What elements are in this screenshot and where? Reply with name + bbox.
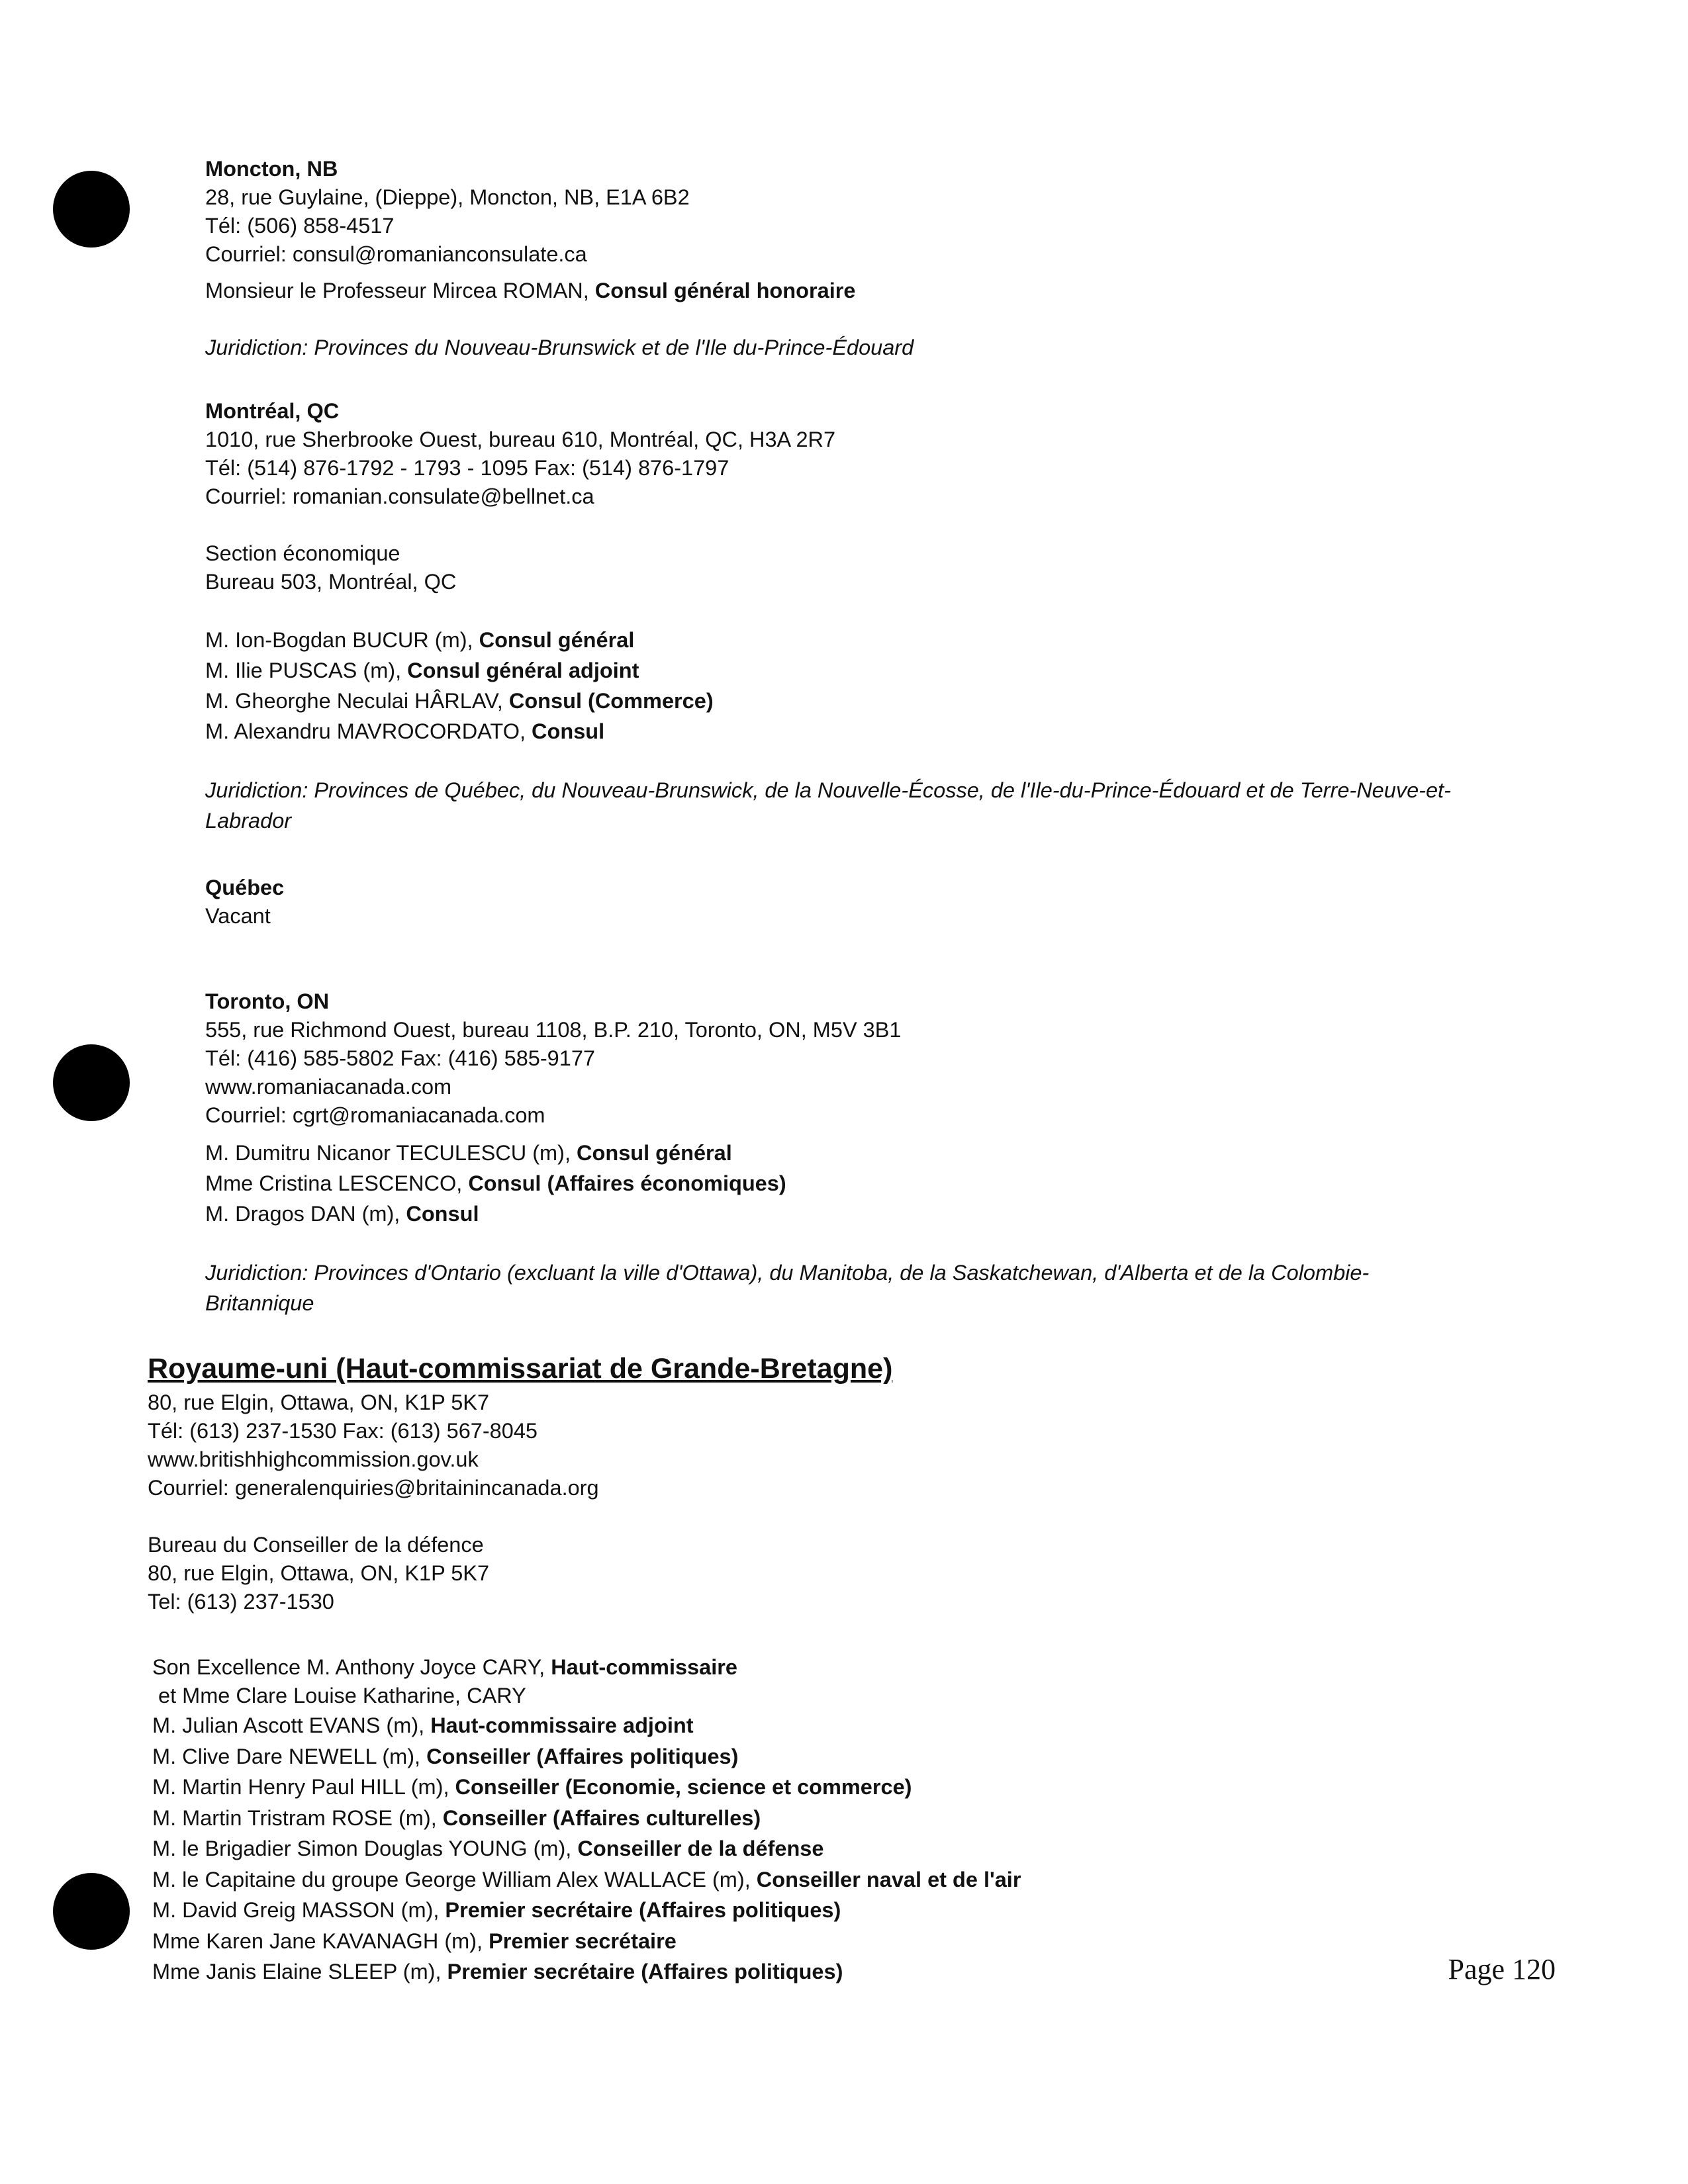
- staff-entry: [152, 1833, 1021, 1864]
- staff-entry: [205, 625, 1529, 655]
- uk-defence-office: Bureau du Conseiller de la défence: [148, 1533, 484, 1557]
- montreal-staff-list: [205, 625, 1529, 747]
- staff-name: M. Martin Tristram ROSE (m),: [152, 1805, 443, 1830]
- toronto-email: Courriel: cgrt@romaniacanada.com: [205, 1103, 545, 1127]
- staff-title: Premier secrétaire: [489, 1929, 677, 1953]
- staff-entry: [152, 1803, 1021, 1834]
- staff-name: Mme Karen Jane KAVANAGH (m),: [152, 1929, 489, 1953]
- staff-title: Consul général adjoint: [407, 659, 639, 682]
- uk-website: www.britishhighcommission.gov.uk: [148, 1447, 479, 1471]
- montreal-email: Courriel: romanian.consulate@bellnet.ca: [205, 484, 594, 508]
- staff-entry: [205, 1138, 1463, 1168]
- staff-name: M. Clive Dare NEWELL (m),: [152, 1744, 427, 1768]
- person-title: Consul général honoraire: [594, 279, 856, 302]
- moncton-tel: Tél: (506) 858-4517: [205, 214, 395, 238]
- staff-title: Consul général: [479, 628, 635, 652]
- staff-entry: [152, 1956, 1021, 1987]
- uk-defence-tel: Tel: (613) 237-1530: [148, 1590, 334, 1614]
- uk-email: Courriel: generalenquiries@britainincanada.org: [148, 1476, 599, 1500]
- staff-entry: [152, 1864, 1021, 1895]
- moncton-heading: Moncton, NB: [205, 157, 338, 181]
- staff-name: M. Gheorghe Neculai HÂRLAV,: [205, 689, 509, 713]
- quebec-heading: Québec: [205, 876, 285, 899]
- staff-entry: [152, 1741, 1021, 1772]
- staff-entry: [205, 655, 1529, 686]
- quebec-section: [205, 874, 284, 931]
- uk-section-heading: Royaume-uni (Haut-commissariat de Grande-Bretagne): [148, 1353, 893, 1385]
- staff-title: Consul: [406, 1202, 479, 1226]
- jurisdiction-label: Juridiction:: [205, 336, 314, 359]
- jurisdiction-text: Provinces d'Ontario (excluant la ville d'Ottawa), du Manitoba, de la Saskatchewan, d'Alberta et de la Colombie-Britannique: [205, 1261, 1370, 1315]
- staff-name: Mme Cristina LESCENCO,: [205, 1171, 469, 1195]
- staff-title: Conseiller (Economie, science et commerce): [455, 1775, 912, 1799]
- staff-name: M. Martin Henry Paul HILL (m),: [152, 1775, 455, 1799]
- toronto-heading: Toronto, ON: [205, 989, 330, 1013]
- toronto-staff-list: [205, 1138, 1463, 1229]
- staff-name: M. Dumitru Nicanor TECULESCU (m),: [205, 1141, 577, 1165]
- uk-staff-list: [152, 1653, 1021, 1987]
- staff-entry: [152, 1710, 1021, 1741]
- staff-title: Consul général: [577, 1141, 732, 1165]
- montreal-section-economique: Section économique: [205, 541, 400, 565]
- jurisdiction-label: Juridiction:: [205, 1261, 314, 1285]
- staff-entry: [205, 1168, 1463, 1199]
- staff-name: M. le Capitaine du groupe George William Alex WALLACE (m),: [152, 1867, 757, 1891]
- punch-hole-bottom: [53, 1873, 130, 1950]
- page-number: Page 120: [1448, 1953, 1556, 1985]
- jurisdiction-text: Provinces de Québec, du Nouveau-Brunswick, de la Nouvelle-Écosse, de l'Ile-du-Prince-Édouard et de Terre-Neuve-et-Labrador: [205, 778, 1451, 833]
- punch-hole-middle: [53, 1044, 130, 1121]
- montreal-address: 1010, rue Sherbrooke Ouest, bureau 610, Montréal, QC, H3A 2R7: [205, 428, 836, 451]
- toronto-address: 555, rue Richmond Ouest, bureau 1108, B.P. 210, Toronto, ON, M5V 3B1: [205, 1018, 902, 1042]
- staff-name: Mme Janis Elaine SLEEP (m),: [152, 1960, 447, 1983]
- moncton-email: Courriel: consul@romanianconsulate.ca: [205, 242, 587, 266]
- staff-name: M. Dragos DAN (m),: [205, 1202, 406, 1226]
- moncton-consul: [205, 277, 914, 305]
- staff-name: M. David Greig MASSON (m),: [152, 1898, 445, 1922]
- uk-tel: Tél: (613) 237-1530 Fax: (613) 567-8045: [148, 1419, 538, 1443]
- staff-title: Conseiller naval et de l'air: [756, 1867, 1021, 1891]
- toronto-section: [205, 987, 1463, 1318]
- staff-name: M. Ilie PUSCAS (m),: [205, 659, 408, 682]
- moncton-section: [205, 155, 914, 362]
- jurisdiction-text: Provinces du Nouveau-Brunswick et de l'Ile du-Prince-Édouard: [314, 336, 914, 359]
- uk-defence-address: 80, rue Elgin, Ottawa, ON, K1P 5K7: [148, 1561, 490, 1585]
- montreal-heading: Montréal, QC: [205, 399, 340, 423]
- toronto-website: www.romaniacanada.com: [205, 1075, 452, 1099]
- montreal-section-office: Bureau 503, Montréal, QC: [205, 570, 457, 594]
- person-name: Monsieur le Professeur Mircea ROMAN,: [205, 279, 595, 302]
- toronto-tel: Tél: (416) 585-5802 Fax: (416) 585-9177: [205, 1046, 595, 1070]
- staff-entry: [152, 1772, 1021, 1803]
- uk-contact: [148, 1388, 599, 1616]
- staff-title: Consul (Commerce): [508, 689, 714, 713]
- staff-name: M. Ion-Bogdan BUCUR (m),: [205, 628, 479, 652]
- staff-entry: [205, 1199, 1463, 1229]
- staff-title: Conseiller (Affaires culturelles): [442, 1805, 761, 1830]
- moncton-address: 28, rue Guylaine, (Dieppe), Moncton, NB, E1A 6B2: [205, 185, 690, 209]
- montreal-jurisdiction: [205, 775, 1529, 836]
- toronto-jurisdiction: [205, 1257, 1463, 1318]
- uk-spouse: et Mme Clare Louise Katharine, CARY: [152, 1684, 526, 1707]
- staff-entry: [205, 716, 1529, 747]
- staff-title: Premier secrétaire (Affaires politiques): [447, 1960, 843, 1983]
- quebec-status: Vacant: [205, 904, 271, 928]
- jurisdiction-label: Juridiction:: [205, 778, 314, 802]
- staff-title: Premier secrétaire (Affaires politiques): [445, 1898, 841, 1922]
- montreal-tel: Tél: (514) 876-1792 - 1793 - 1095 Fax: (514) 876-1797: [205, 456, 729, 480]
- staff-name: M. Julian Ascott EVANS (m),: [152, 1713, 431, 1737]
- staff-entry: [152, 1926, 1021, 1957]
- staff-entry: [205, 686, 1529, 716]
- staff-entry: [152, 1895, 1021, 1926]
- staff-name: Son Excellence M. Anthony Joyce CARY,: [152, 1655, 551, 1679]
- staff-title: Consul (Affaires économiques): [468, 1171, 786, 1195]
- staff-title: Haut-commissaire: [551, 1655, 737, 1679]
- staff-title: Conseiller (Affaires politiques): [426, 1744, 739, 1768]
- uk-head-of-mission: [152, 1653, 1021, 1682]
- staff-title: Haut-commissaire adjoint: [430, 1713, 694, 1737]
- moncton-jurisdiction: [205, 334, 914, 362]
- staff-title: Consul: [532, 719, 605, 743]
- montreal-section: [205, 397, 1529, 836]
- punch-hole-top: [53, 171, 130, 248]
- staff-title: Conseiller de la défense: [577, 1837, 824, 1860]
- staff-name: M. le Brigadier Simon Douglas YOUNG (m),: [152, 1837, 578, 1860]
- staff-name: M. Alexandru MAVROCORDATO,: [205, 719, 532, 743]
- uk-address: 80, rue Elgin, Ottawa, ON, K1P 5K7: [148, 1390, 490, 1414]
